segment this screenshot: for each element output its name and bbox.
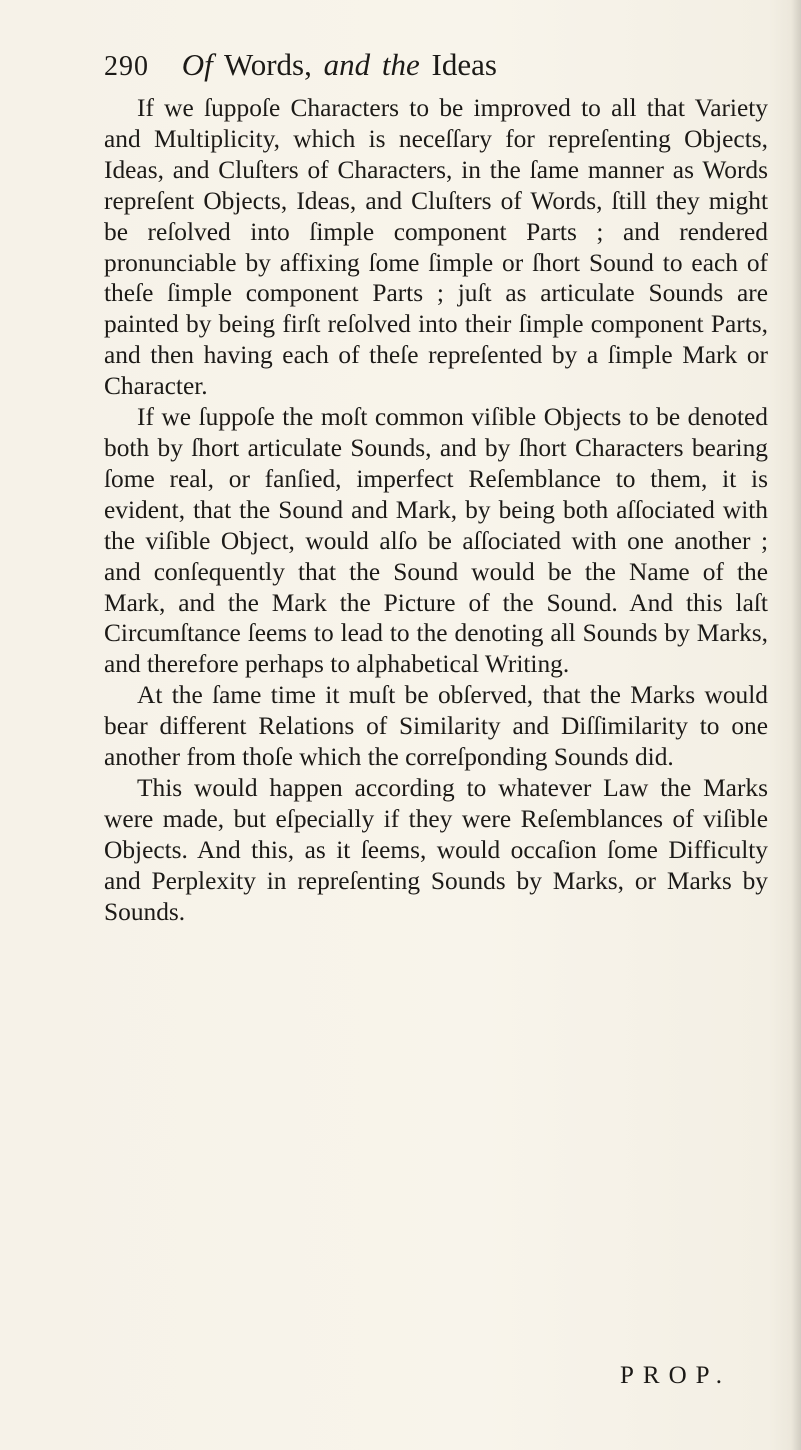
- running-head: [182, 40, 497, 90]
- paragraph: If we ſuppoſe Characters to be improved to all that Variety and Multiplicity, which is neceſſary for repreſenting Objects, Ideas, and Cluſters of Characters, in the ſame manner as Words repreſent Objects, Ideas, and Cluſters of Words, ſtill they might be reſolved into ſimple component Parts ; and rendered pronunciable by affixing ſome ſimple or ſhort Sound to each of theſe ſimple component Parts ; juſt as articulate Sounds are painted by being firſt reſolved into their ſimple component Parts, and then having each of theſe repreſented by a ſimple Mark or Character.: [104, 94, 768, 401]
- body-text: [104, 93, 768, 927]
- paragraph: This would happen according to whatever Law the Marks were made, but eſpecially if they were Reſemblances of viſible Objects. And this, as it ſeems, would occaſion ſome Difficulty and Perplexity in repreſenting Sounds by Marks, or Marks by Sounds.: [104, 773, 768, 926]
- running-head-ideas: Ideas: [431, 47, 497, 82]
- page-header: [104, 40, 664, 90]
- paragraph: At the ſame time it muſt be obſerved, that the Marks would bear different Relations of Similarity and Diſſimilarity to one another from thoſe which the correſponding Sounds did.: [104, 681, 768, 772]
- running-head-of: Of: [181, 47, 213, 82]
- page-number: 290: [104, 51, 149, 82]
- paragraph: If we ſuppoſe the moſt common viſible Objects to be denoted both by ſhort articulate Sounds, and by ſhort Characters bearing ſome real, or fanſied, imperfect Reſemblance to them, it is evident, that the Sound and Mark, by being both aſſociated with the viſible Object, would alſo be aſſociated with one another ; and conſequently that the Sound would be the Name of the Mark, and the Mark the Picture of the Sound. And this laſt Circumſtance ſeems to lead to the denoting all Sounds by Marks, and therefore perhaps to alphabetical Writing.: [104, 403, 768, 679]
- page-edge-shadow: [791, 0, 801, 1450]
- running-head-words: Words,: [223, 47, 312, 82]
- catchword: PROP.: [620, 1362, 732, 1389]
- running-head-and-the: and the: [323, 47, 420, 82]
